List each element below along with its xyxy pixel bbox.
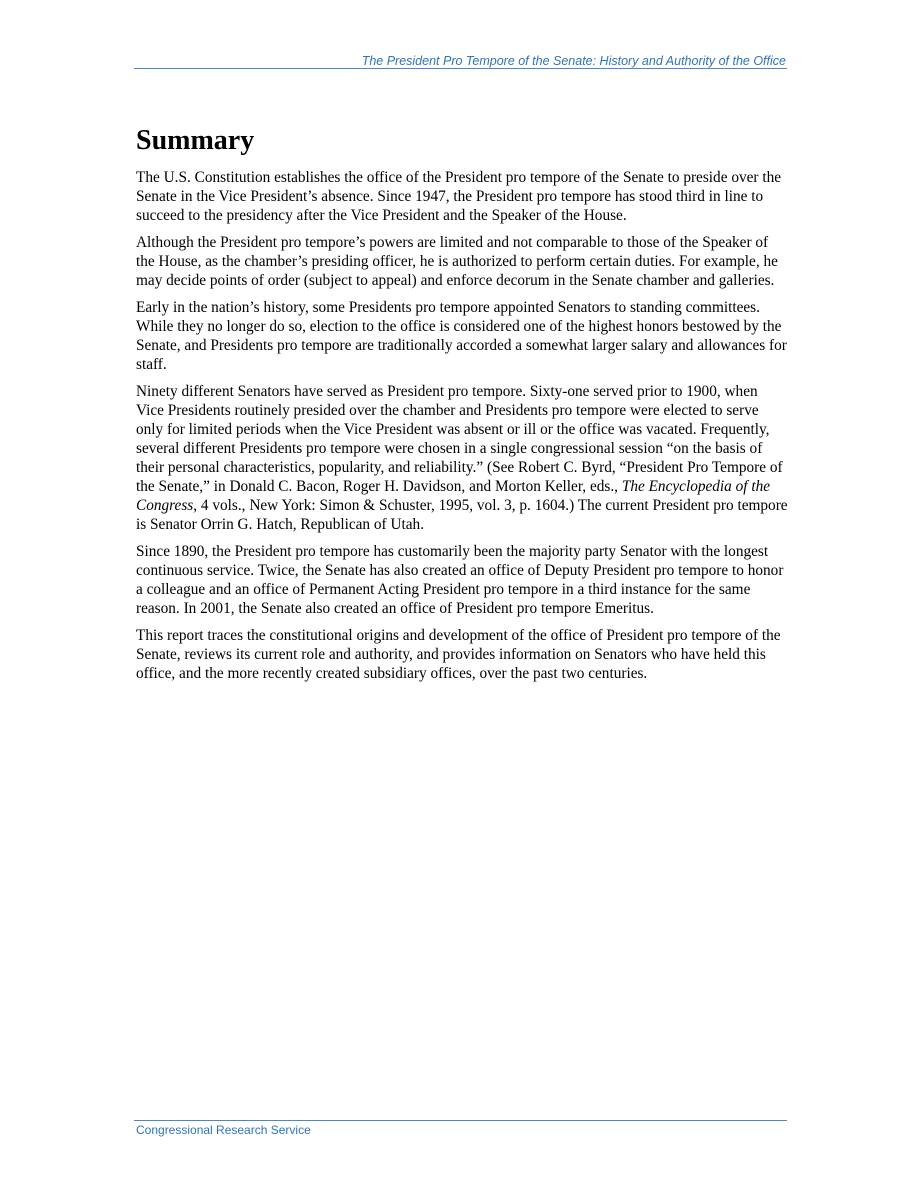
summary-heading: Summary (136, 125, 255, 156)
summary-paragraph-4 (136, 382, 788, 534)
summary-paragraph-3: Early in the nation’s history, some Presidents pro tempore appointed Senators to standing committees. While they no longer do so, election to the office is considered one of the highest honors bestowed by the Senate, and Presidents pro tempore are traditionally accorded a somewhat larger salary and allowances for staff. (136, 299, 787, 373)
running-footer: Congressional Research Service (136, 1123, 311, 1137)
running-header: The President Pro Tempore of the Senate: History and Authority of the Office (361, 54, 786, 68)
summary-paragraph-2: Although the President pro tempore’s powers are limited and not comparable to those of the Speaker of the House, as the chamber’s presiding officer, he is authorized to perform certain duties. For example, he may decide points of order (subject to appeal) and enforce decorum in the Senate chamber and galleries. (136, 234, 778, 289)
footer-divider (134, 1120, 787, 1121)
summary-paragraph-1: The U.S. Constitution establishes the office of the President pro tempore of the Senate to preside over the Senate in the Vice President’s absence. Since 1947, the President pro tempore has stood third in line to succeed to the presidency after the Vice President and the Speaker of the House. (136, 169, 782, 224)
paragraph-4-text-a: Ninety different Senators have served as President pro tempore. Sixty-one served prior to 1900, when Vice Presidents routinely presided over the chamber and Presidents pro tempore were elected to serve only for limited periods when the Vice President was absent or ill or the office was vacated. Frequently, several different Presidents pro tempore were chosen in a single congressional session “on the basis of their personal characteristics, popularity, and reliability.” (See Robert C. Byrd, “President Pro Tempore of the Senate,” in Donald C. Bacon, Roger H. Davidson, and Morton Keller, eds., (136, 383, 783, 495)
summary-paragraph-5: Since 1890, the President pro tempore has customarily been the majority party Senator with the longest continuous service. Twice, the Senate has also created an office of Deputy President pro tempore to honor a colleague and an office of Permanent Acting President pro tempore in a third instance for the same reason. In 2001, the Senate also created an office of President pro tempore Emeritus. (136, 543, 784, 617)
summary-paragraph-6: This report traces the constitutional origins and development of the office of President pro tempore of the Senate, reviews its current role and authority, and provides information on Senators who have held this office, and the more recently created subsidiary offices, over the past two centuries. (136, 627, 781, 682)
header-divider (134, 68, 787, 69)
paragraph-4-text-b: , 4 vols., New York: Simon & Schuster, 1995, vol. 3, p. 1604.) The current President pro tempore is Senator Orrin G. Hatch, Republican of Utah. (136, 497, 788, 533)
encyclopedia-title: The Encyclopedia of the Congress (136, 478, 771, 514)
summary-body (136, 168, 788, 691)
